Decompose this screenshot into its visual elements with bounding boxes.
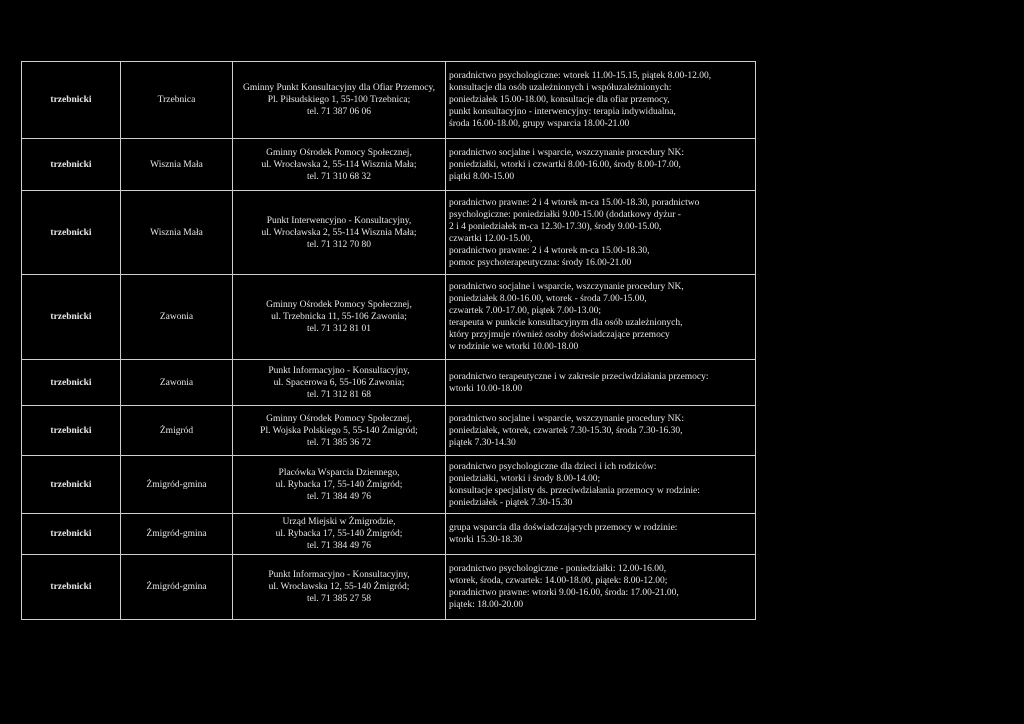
services-hours-line: który przyjmuje również osoby doświadczające przemocy — [449, 330, 670, 340]
institution-line: tel. 71 312 70 80 — [306, 239, 372, 250]
institution-line: Gminny Punkt Konsultacyjny dla Ofiar Przemocy, — [243, 83, 435, 93]
gmina-cell: Wisznia Mała — [121, 139, 233, 191]
services-hours-line: poradnictwo prawne: 2 i 4 wtorek m-ca 15.00-18.30, — [449, 245, 650, 256]
institution-line: Pl. Piłsudskiego 1, 55-100 Trzebnica; — [267, 95, 411, 105]
services-hours-line: punkt konsultacyjno - interwencyjny: terapia indywidualna, — [449, 107, 676, 117]
powiat-cell: trzebnicki — [22, 514, 121, 555]
services-hours-line: poniedziałki, wtorki i środy 8.00-14.00; — [449, 473, 601, 484]
institution-line: tel. 71 387 06 06 — [306, 107, 372, 117]
institution-line: ul. Trzebnicka 11, 55-106 Zawonia; — [271, 312, 407, 322]
services-hours-line: poradnictwo socjalne i wsparcie, wszczynanie procedury NK: — [449, 413, 685, 424]
services-hours-cell — [446, 406, 756, 456]
institution-line: ul. Wrocławska 12, 55-140 Żmigród; — [268, 582, 410, 592]
services-hours-line: poradnictwo prawne: 2 i 4 wtorek m-ca 15.00-18.30, poradnictwo — [449, 197, 700, 208]
services-hours-cell — [446, 139, 756, 191]
services-hours-line: wtorek, środa, czwartek: 14.00-18.00, piątek: 8.00-12.00; — [449, 576, 668, 586]
institution-cell — [233, 275, 446, 360]
institution-cell — [233, 139, 446, 191]
services-hours-line: pomoc psychoterapeutyczna: środy 16.00-21.00 — [449, 257, 632, 268]
institution-line: Punkt Informacyjno - Konsultacyjny, — [268, 570, 410, 580]
services-hours-line: poradnictwo psychologiczne dla dzieci i ich rodziców: — [449, 461, 657, 472]
gmina-cell: Zawonia — [121, 275, 233, 360]
services-hours-line: czwartki 12.00-15.00, — [449, 233, 533, 244]
gmina-cell: Żmigród-gmina — [121, 555, 233, 620]
institution-line: Gminny Ośrodek Pomocy Społecznej, — [266, 413, 412, 424]
gmina-cell: Żmigród — [121, 406, 233, 456]
powiat-cell: trzebnicki — [22, 275, 121, 360]
services-hours-cell — [446, 191, 756, 275]
services-hours-cell — [446, 275, 756, 360]
powiat-cell: trzebnicki — [22, 555, 121, 620]
services-hours-line: poradnictwo psychologiczne - poniedziałki: 12.00-16.00, — [449, 564, 667, 574]
table-row — [22, 360, 756, 406]
services-hours-line: terapeuta w punkcie konsultacyjnym dla osób uzależnionych, — [449, 318, 683, 328]
powiat-cell: trzebnicki — [22, 360, 121, 406]
services-hours-line: poradnictwo psychologiczne: wtorek 11.00-15.15, piątek 8.00-12.00, — [449, 71, 712, 81]
institution-line: Gminny Ośrodek Pomocy Społecznej, — [266, 300, 412, 310]
gmina-cell: Żmigród-gmina — [121, 514, 233, 555]
services-table — [21, 61, 756, 620]
services-hours-line: poniedziałek, wtorek, czwartek 7.30-15.30, środa 7.30-16.30, — [449, 425, 683, 436]
table-row — [22, 514, 756, 555]
powiat-cell: trzebnicki — [22, 406, 121, 456]
services-hours-line: 2 i 4 poniedziałek m-ca 12.30-17.30), środy 9.00-15.00, — [449, 221, 662, 232]
table-row — [22, 555, 756, 620]
services-hours-line: poradnictwo socjalne i wsparcie, wszczynanie procedury NK: — [449, 147, 685, 158]
institution-cell — [233, 191, 446, 275]
services-hours-line: wtorki 10.00-18.00 — [449, 383, 523, 394]
table-row — [22, 62, 756, 139]
gmina-cell: Zawonia — [121, 360, 233, 406]
services-hours-cell — [446, 360, 756, 406]
institution-line: tel. 71 310 68 32 — [306, 171, 372, 182]
table-row — [22, 456, 756, 514]
services-hours-line: poradnictwo prawne: wtorki 9.00-16.00, środa: 17.00-21.00, — [449, 588, 679, 598]
services-hours-cell — [446, 456, 756, 514]
institution-line: tel. 71 312 81 68 — [306, 389, 372, 400]
gmina-cell: Wisznia Mała — [121, 191, 233, 275]
services-hours-cell — [446, 514, 756, 555]
services-hours-line: piątek: 18.00-20.00 — [449, 600, 524, 610]
institution-line: Urząd Miejski w Żmigrodzie, — [282, 517, 396, 527]
institution-cell — [233, 514, 446, 555]
institution-line: Punkt Informacyjno - Konsultacyjny, — [268, 365, 410, 376]
powiat-cell: trzebnicki — [22, 139, 121, 191]
institution-line: Punkt Interwencyjno - Konsultacyjny, — [266, 215, 412, 226]
services-hours-line: czwartek 7.00-17.00, piątek 7.00-13.00; — [449, 306, 601, 316]
services-hours-line: środa 16.00-18.00, grupy wsparcia 18.00-21.00 — [449, 119, 630, 129]
institution-line: tel. 71 385 36 72 — [306, 437, 372, 448]
institution-line: tel. 71 384 49 76 — [306, 541, 372, 551]
services-hours-line: piątki 8.00-15.00 — [449, 171, 515, 182]
table-row — [22, 406, 756, 456]
institution-line: ul. Rybacka 17, 55-140 Żmigród; — [275, 479, 403, 490]
table-row — [22, 139, 756, 191]
institution-line: ul. Wrocławska 2, 55-114 Wisznia Mała; — [261, 159, 417, 170]
institution-cell — [233, 62, 446, 139]
table-row — [22, 191, 756, 275]
institution-line: Gminny Ośrodek Pomocy Społecznej, — [266, 147, 412, 158]
institution-cell — [233, 456, 446, 514]
institution-cell — [233, 360, 446, 406]
services-hours-line: poradnictwo terapeutyczne i w zakresie przeciwdziałania przemocy: — [449, 371, 709, 382]
services-hours-line: poniedziałki, wtorki i czwartki 8.00-16.00, środy 8.00-17.00, — [449, 159, 681, 170]
table-row — [22, 275, 756, 360]
institution-line: tel. 71 385 27 58 — [306, 594, 372, 604]
institution-line: ul. Spacerowa 6, 55-106 Zawonia; — [273, 377, 405, 388]
institution-line: tel. 71 312 81 01 — [306, 324, 372, 334]
services-hours-line: poniedziałek - piątek 7.30-15.30 — [449, 497, 573, 508]
powiat-cell: trzebnicki — [22, 456, 121, 514]
gmina-cell: Trzebnica — [121, 62, 233, 139]
services-table-container — [21, 61, 727, 620]
institution-line: Pl. Wojska Polskiego 5, 55-140 Żmigród; — [260, 425, 418, 436]
services-hours-line: poniedziałek 8.00-16.00, wtorek - środa 7.00-15.00, — [449, 294, 647, 304]
powiat-cell: trzebnicki — [22, 191, 121, 275]
services-table-body — [22, 62, 756, 620]
institution-line: Placówka Wsparcia Dziennego, — [278, 467, 400, 478]
gmina-cell: Żmigród-gmina — [121, 456, 233, 514]
services-hours-cell — [446, 555, 756, 620]
services-hours-line: grupa wsparcia dla doświadczających przemocy w rodzinie: — [449, 523, 678, 533]
services-hours-line: psychologiczne: poniedziałki 9.00-15.00 (dodatkowy dyżur - — [449, 209, 681, 220]
services-hours-line: poradnictwo socjalne i wsparcie, wszczynanie procedury NK, — [449, 282, 684, 292]
services-hours-line: konsultacje dla osób uzależnionych i współuzależnionych: — [449, 83, 672, 93]
services-hours-line: poniedziałek 15.00-18.00, konsultacje dla ofiar przemocy, — [449, 95, 670, 105]
institution-line: ul. Wrocławska 2, 55-114 Wisznia Mała; — [261, 227, 417, 238]
services-hours-line: piątek 7.30-14.30 — [449, 437, 516, 448]
institution-cell — [233, 555, 446, 620]
services-hours-line: konsultacje specjalisty ds. przeciwdziałania przemocy w rodzinie: — [449, 485, 700, 496]
powiat-cell: trzebnicki — [22, 62, 121, 139]
institution-line: tel. 71 384 49 76 — [306, 491, 372, 502]
institution-cell — [233, 406, 446, 456]
services-hours-line: w rodzinie we wtorki 10.00-18.00 — [449, 342, 579, 352]
services-hours-line: wtorki 15.30-18.30 — [449, 535, 523, 545]
services-hours-cell — [446, 62, 756, 139]
institution-line: ul. Rybacka 17, 55-140 Żmigród; — [275, 529, 403, 539]
